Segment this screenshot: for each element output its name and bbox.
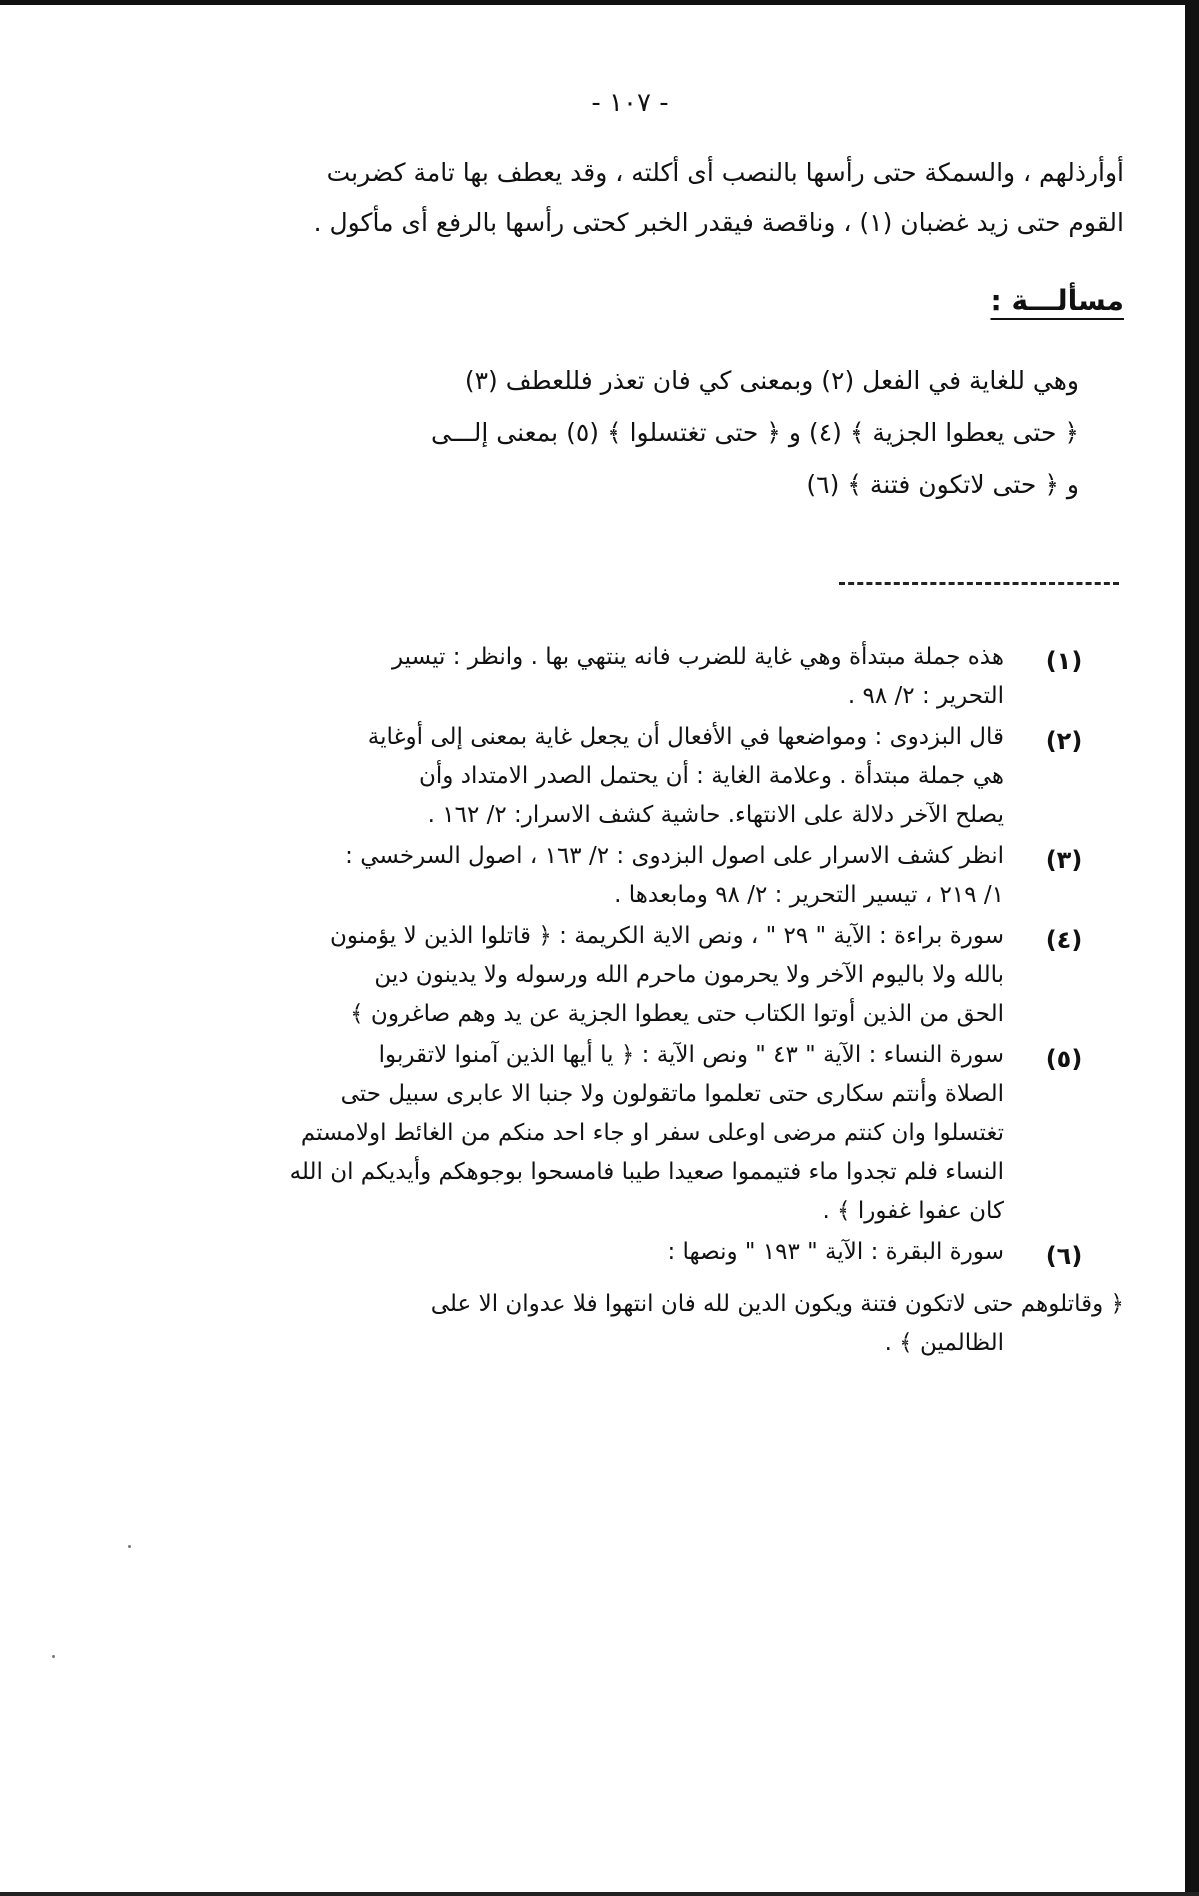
footnotes xyxy=(130,638,1124,1363)
section-line-1: وهي للغاية في الفعل (٢) وبمعنى كي فان تعذر فللعطف (٣) xyxy=(464,366,1079,395)
footnote-line: الصلاة وأنتم سكارى حتى تعلموا ماتقولون ولا جنبا الا عابرى سبيل حتى xyxy=(340,1081,1004,1107)
scan-speck xyxy=(52,1655,55,1658)
section-line-2: ﴿ حتى يعطوا الجزية ﴾ (٤) و ﴿ حتى تغتسلوا ﴾ (٥) بمعنى إلـــى xyxy=(430,418,1079,447)
section-title: مسألـــة : xyxy=(990,284,1124,317)
intro-line-1: أوأرذلهم ، والسمكة حتى رأسها بالنصب أى أكلته ، وقد يعطف بها تامة كضربت xyxy=(326,158,1124,187)
footnote-line: الحق من الذين أوتوا الكتاب حتى يعطوا الجزية عن يد وهم صاغرون ﴾ xyxy=(350,1001,1004,1027)
intro-line-2: القوم حتى زيد غضبان (١) ، وناقصة فيقدر الخبر كحتى رأسها بالرفع أى مأكول . xyxy=(313,208,1124,237)
footnote-6-quote xyxy=(130,1285,1124,1363)
footnote-text xyxy=(130,718,1004,835)
footnote-text xyxy=(130,837,1004,915)
footnote-line: بالله ولا باليوم الآخر ولا يحرمون ماحرم الله ورسوله ولا يدينون دين xyxy=(374,962,1004,988)
footnote-line: كان عفوا غفورا ﴾ . xyxy=(822,1198,1004,1224)
footnote-3 xyxy=(130,837,1124,915)
footnote-1 xyxy=(130,638,1124,716)
footnote-separator xyxy=(839,582,1119,585)
footnote-line: الظالمين ﴾ . xyxy=(884,1330,1004,1356)
footnote-line: سورة براءة : الآية " ٢٩ " ، ونص الاية الكريمة : ﴿ قاتلوا الذين لا يؤمنون xyxy=(330,923,1004,949)
footnote-line: هذه جملة مبتدأة وهي غاية للضرب فانه ينتهي بها . وانظر : تيسير xyxy=(391,644,1004,670)
page-number: - ١٠٧ - xyxy=(591,88,669,118)
footnote-line: انظر كشف الاسرار على اصول البزدوى : ٢/ ١٦٣ ، اصول السرخسي : xyxy=(345,843,1004,869)
footnote-number: (٣) xyxy=(1045,846,1083,874)
footnote-line: التحرير : ٢/ ٩٨ . xyxy=(847,683,1004,709)
footnote-5 xyxy=(130,1036,1124,1231)
footnote-text xyxy=(130,638,1004,716)
footnote-number: (٥) xyxy=(1045,1045,1083,1073)
footnote-number: (٦) xyxy=(1045,1242,1083,1270)
footnote-line: قال البزدوى : ومواضعها في الأفعال أن يجعل غاية بمعنى إلى أوغاية xyxy=(367,724,1004,750)
footnote-line: سورة البقرة : الآية " ١٩٣ " ونصها : xyxy=(667,1239,1004,1265)
footnote-line: سورة النساء : الآية " ٤٣ " ونص الآية : ﴿ يا أيها الذين آمنوا لاتقربوا xyxy=(378,1042,1004,1068)
page-top-border xyxy=(0,0,1199,5)
footnote-line: ١/ ٢١٩ ، تيسير التحرير : ٢/ ٩٨ ومابعدها . xyxy=(614,882,1004,908)
scan-speck xyxy=(128,1545,131,1548)
footnote-text xyxy=(130,1233,1004,1272)
footnote-4 xyxy=(130,917,1124,1034)
footnote-6 xyxy=(130,1233,1124,1275)
footnote-number: (٤) xyxy=(1045,926,1083,954)
footnote-line: يصلح الآخر دلالة على الانتهاء. حاشية كشف الاسرار: ٢/ ١٦٢ . xyxy=(427,802,1004,828)
footnote-line: تغتسلوا وان كنتم مرضى اوعلى سفر او جاء احد منكم من الغائط اولامستم xyxy=(300,1120,1004,1146)
footnote-number: (١) xyxy=(1045,647,1083,675)
footnote-text xyxy=(130,1036,1004,1231)
page-bottom-border xyxy=(0,1892,1199,1896)
footnote-number: (٢) xyxy=(1045,727,1083,755)
footnote-2 xyxy=(130,718,1124,835)
intro-paragraph xyxy=(170,148,1124,248)
footnote-line: ﴿ وقاتلوهم حتى لاتكون فتنة ويكون الدين لله فان انتهوا فلا عدوان الا على xyxy=(430,1291,1124,1317)
section-line-3: و ﴿ حتى لاتكون فتنة ﴾ (٦) xyxy=(806,470,1079,499)
section-paragraph xyxy=(150,355,1079,511)
scan-right-edge xyxy=(1185,0,1199,1896)
footnote-line: النساء فلم تجدوا ماء فتيمموا صعيدا طيبا فامسحوا بوجوهكم وأيديكم ان الله xyxy=(289,1159,1004,1185)
footnote-text xyxy=(130,917,1004,1034)
footnote-line: هي جملة مبتدأة . وعلامة الغاية : أن يحتمل الصدر الامتداد وأن xyxy=(419,763,1004,789)
